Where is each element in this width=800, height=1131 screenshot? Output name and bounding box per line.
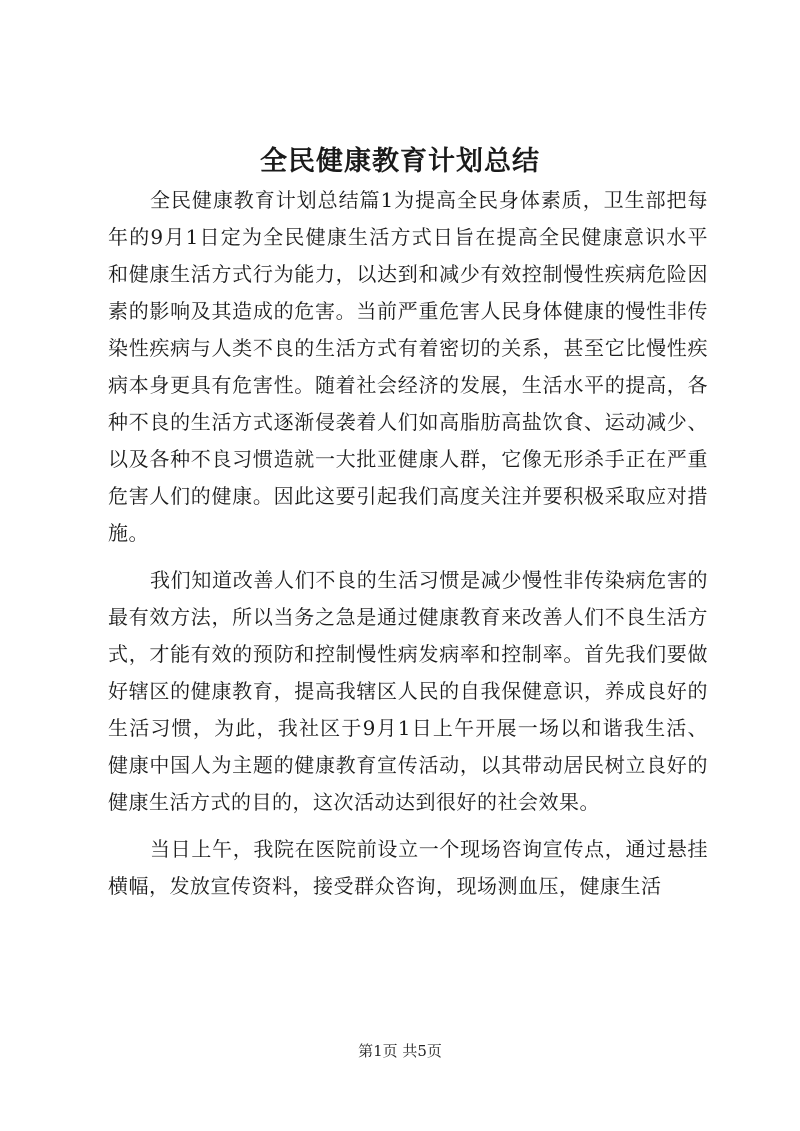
- document-body: [108, 182, 708, 905]
- page-number-footer: 第1页 共5页: [358, 1042, 442, 1060]
- body-paragraph: 我们知道改善人们不良的生活习惯是减少慢性非传染病危害的最有效方法，所以当务之急是通过健康教育来改善人们不良生活方式，才能有效的预防和控制慢性病发病率和控制率。首先我们要做好辖区的健康教育，提高我辖区人民的自我保健意识，养成良好的生活习惯，为此，我社区于9月1日上午开展一场以和谐我生活、健康中国人为主题的健康教育宣传活动，以其带动居民树立良好的健康生活方式的目的，这次活动达到很好的社会效果。: [108, 568, 708, 814]
- document-title: 全民健康教育计划总结: [260, 146, 540, 177]
- body-paragraph: 全民健康教育计划总结篇1为提高全民身体素质，卫生部把每年的9月1日定为全民健康生活方式日旨在提高全民健康意识水平和健康生活方式行为能力，以达到和减少有效控制慢性疾病危险因素的影响及其造成的危害。当前严重危害人民身体健康的慢性非传染性疾病与人类不良的生活方式有着密切的关系，甚至它比慢性疾病本身更具有危害性。随着社会经济的发展，生活水平的提高，各种不良的生活方式逐渐侵袭着人们如高脂肪高盐饮食、运动减少、以及各种不良习惯造就一大批亚健康人群，它像无形杀手正在严重危害人们的健康。因此这要引起我们高度关注并要积极采取应对措施。: [108, 188, 708, 545]
- body-paragraph: 当日上午，我院在医院前设立一个现场咨询宣传点，通过悬挂横幅，发放宣传资料，接受群众咨询，现场测血压，健康生活: [108, 837, 708, 898]
